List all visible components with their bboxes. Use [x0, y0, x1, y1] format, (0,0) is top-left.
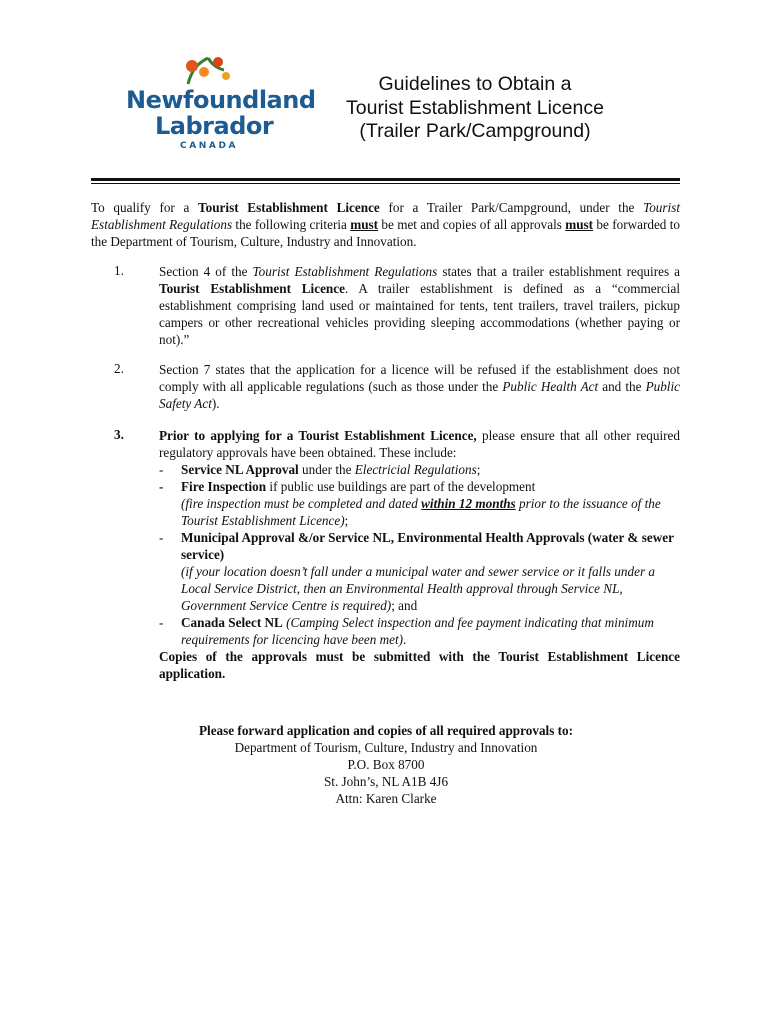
approval-fire-inspection: - Fire Inspection if public use buildings are part of the development (fire inspection must be completed and dated within 12 months prior to the issuance of the Tourist Establishment Licence); — [159, 479, 661, 528]
logo-newfoundland: Newfoundland — [126, 86, 316, 114]
government-logo — [126, 54, 316, 158]
title-line-1: Guidelines to Obtain a — [378, 73, 572, 95]
item-1-text: Section 4 of the Tourist Establishment Regulations states that a trailer establishment requires a Tourist Establishment Licence. A trailer establishment is defined as a “commercial establishment comprising land used or maintained for tents, tent trailers, travel trailers, pickup campers or other recreational vehicles providing sleeping accommodations (whether paying or not).” — [159, 264, 680, 347]
logo-labrador: Labrador — [155, 112, 274, 140]
title-line-3: (Trailer Park/Campground) — [359, 120, 591, 142]
item-1-number: 1. — [114, 263, 124, 278]
item-3-text: Prior to applying for a Tourist Establishment Licence, please ensure that all other required regulatory approvals have been obtained. These include: - Service NL Approval under the Electricial Regulations; - Fire Inspection if public use buildings are part of the development (fire inspection must be completed and dated within 12 months prior to the issuance of the Tourist Establishment Licence); - Municipal Approval &/or Service NL, Environmental Health Approvals (water & sewer service) (if your location doesn’t fall under a municipal water and sewer service or it falls under a Local Service District, then an Environmental Health approval through Service NL, Government Service Centre is required); and - Canada Select NL (Camping Select inspection and fee payment indicating that minimum requirements for licencing have been met). Copies of the approvals must be submitted with the Tourist Establishment Licence application. — [159, 428, 680, 681]
address-attention: Attn: Karen Clarke — [335, 791, 437, 806]
logo-canada: CANADA — [180, 141, 239, 151]
header-rule-thin — [91, 183, 680, 184]
address-po-box: P.O. Box 8700 — [347, 757, 425, 772]
intro-paragraph: To qualify for a Tourist Establishment Licence for a Trailer Park/Campground, under the Tourist Establishment Regulations the following criteria must be met and copies of all approvals must be forwarded to the Department of Tourism, Culture, Industry and Innovation. — [91, 200, 680, 249]
title-line-2: Tourist Establishment Licence — [346, 96, 604, 119]
approval-canada-select: - Canada Select NL (Camping Select inspection and fee payment indicating that minimum requirements for licencing have been met). — [159, 615, 654, 647]
approval-service-nl: - Service NL Approval under the Electricial Regulations; — [159, 462, 481, 477]
document-title — [325, 73, 625, 144]
address-heading: Please forward application and copies of all required approvals to: — [198, 723, 574, 738]
item-3-number: 3. — [114, 427, 124, 442]
approval-municipal: - Municipal Approval &/or Service NL, Environmental Health Approvals (water & sewer service) (if your location doesn’t fall under a municipal water and sewer service or it falls under a Local Service District, then an Environmental Health approval through Service NL, Government Service Centre is required); and — [159, 530, 674, 613]
mailing-address — [186, 722, 586, 807]
address-department: Department of Tourism, Culture, Industry and Innovation — [234, 740, 538, 755]
item-2-text: Section 7 states that the application for a licence will be refused if the establishment does not comply with all applicable regulations (such as those under the Public Health Act and the Public Safety Act). — [159, 362, 680, 411]
item-2-number: 2. — [114, 361, 124, 376]
address-city: St. John’s, NL A1B 4J6 — [323, 774, 449, 789]
header-rule-thick — [91, 178, 680, 181]
closing-note: Copies of the approvals must be submitted with the Tourist Establishment Licence application. — [159, 649, 680, 681]
